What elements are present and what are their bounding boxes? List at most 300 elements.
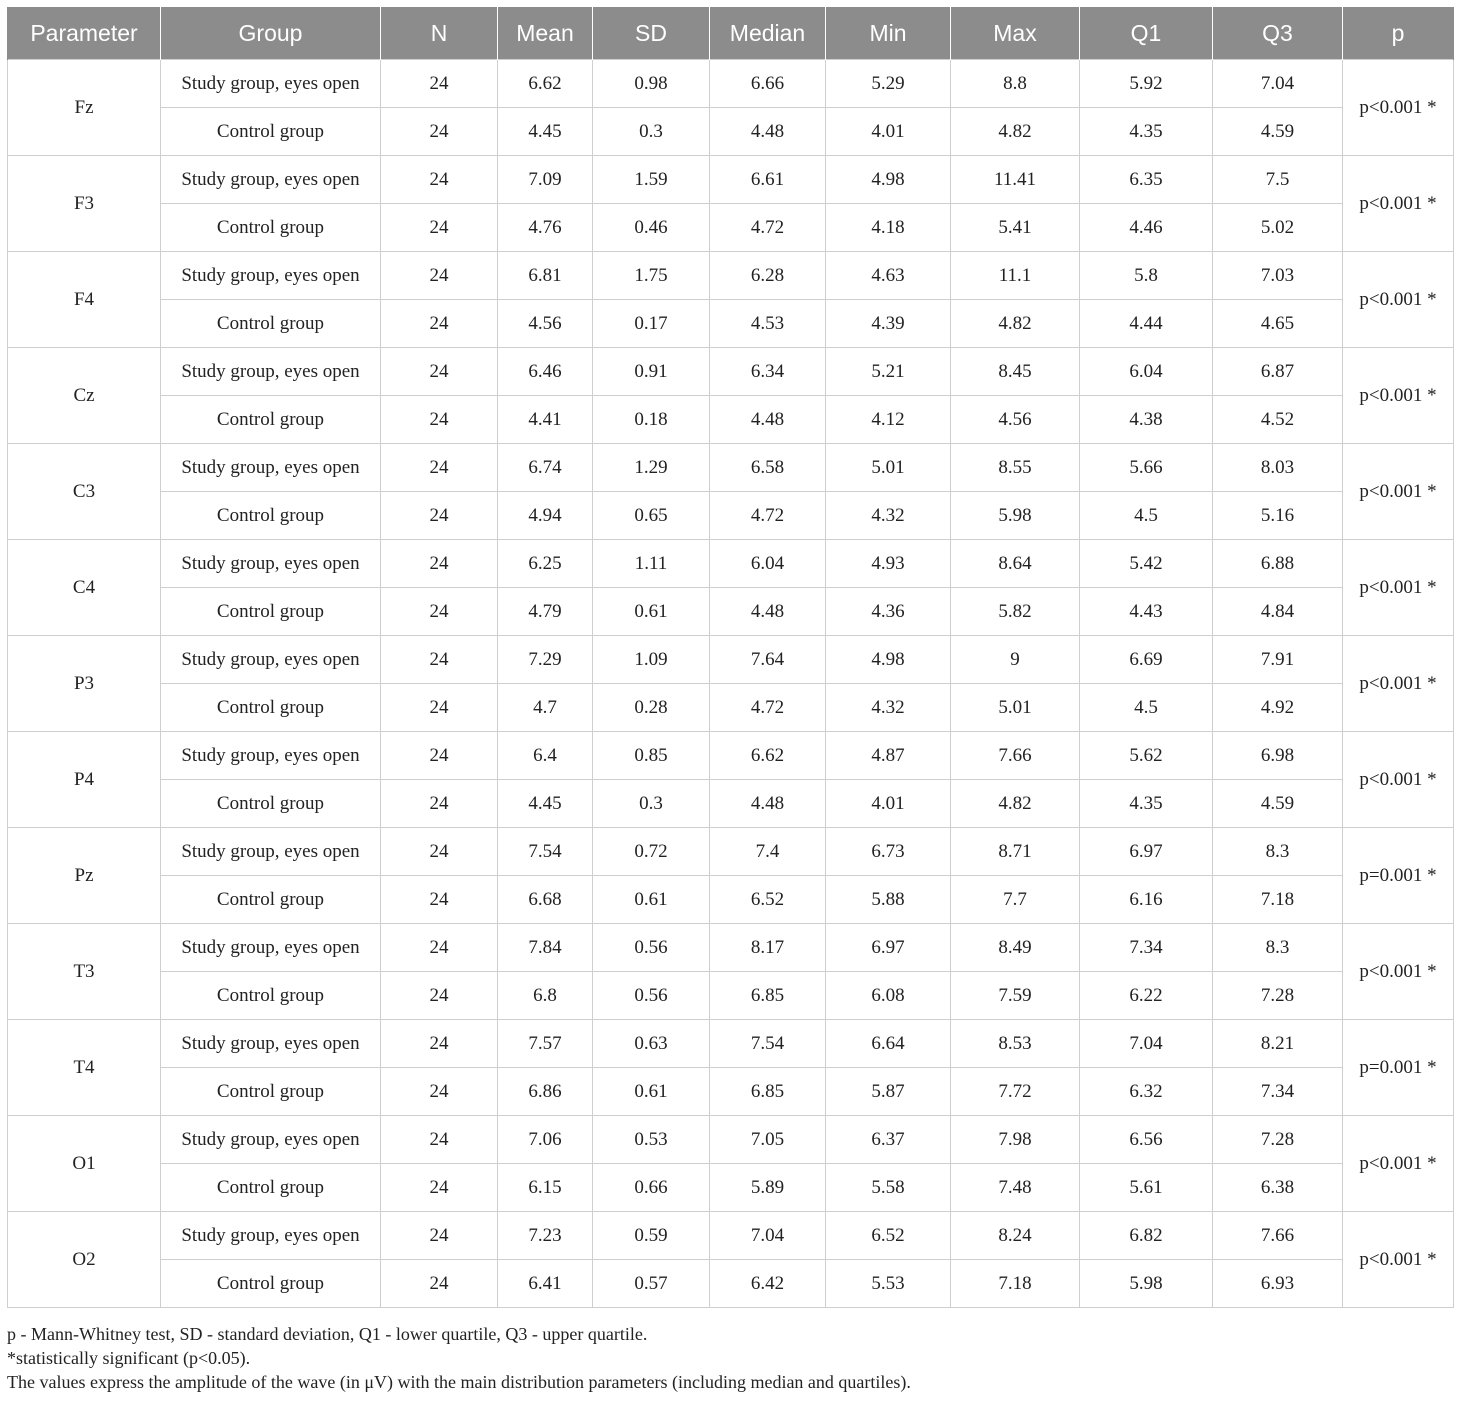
mean-cell: 7.09 (498, 156, 593, 204)
q3-cell: 6.87 (1213, 348, 1343, 396)
p-value-cell: p<0.001 * (1343, 444, 1454, 540)
table-row (8, 1260, 1454, 1308)
n-cell: 24 (381, 1116, 498, 1164)
q1-cell: 6.32 (1080, 1068, 1213, 1116)
parameter-cell: T3 (8, 924, 161, 1020)
q3-cell: 7.28 (1213, 972, 1343, 1020)
min-cell: 4.39 (826, 300, 951, 348)
n-cell: 24 (381, 1164, 498, 1212)
q3-cell: 4.92 (1213, 684, 1343, 732)
p-value-cell: p<0.001 * (1343, 1116, 1454, 1212)
parameter-cell: C4 (8, 540, 161, 636)
n-cell: 24 (381, 60, 498, 108)
n-cell: 24 (381, 828, 498, 876)
group-cell: Control group (161, 204, 381, 252)
mean-cell: 6.74 (498, 444, 593, 492)
q3-cell: 7.04 (1213, 60, 1343, 108)
mean-cell: 6.8 (498, 972, 593, 1020)
p-value-cell: p<0.001 * (1343, 1212, 1454, 1308)
min-cell: 6.52 (826, 1212, 951, 1260)
max-cell: 9 (951, 636, 1080, 684)
max-cell: 8.24 (951, 1212, 1080, 1260)
statistics-table (7, 7, 1454, 1308)
median-cell: 7.64 (710, 636, 826, 684)
group-cell: Study group, eyes open (161, 1116, 381, 1164)
max-cell: 11.41 (951, 156, 1080, 204)
group-cell: Study group, eyes open (161, 348, 381, 396)
sd-cell: 0.18 (593, 396, 710, 444)
n-cell: 24 (381, 1020, 498, 1068)
sd-cell: 0.61 (593, 588, 710, 636)
mean-cell: 4.45 (498, 108, 593, 156)
q3-cell: 4.84 (1213, 588, 1343, 636)
header-q3: Q3 (1213, 7, 1343, 60)
n-cell: 24 (381, 684, 498, 732)
max-cell: 8.45 (951, 348, 1080, 396)
header-p: p (1343, 7, 1454, 60)
p-value-cell: p<0.001 * (1343, 732, 1454, 828)
q1-cell: 4.46 (1080, 204, 1213, 252)
n-cell: 24 (381, 540, 498, 588)
n-cell: 24 (381, 972, 498, 1020)
p-value-cell: p<0.001 * (1343, 252, 1454, 348)
table-row (8, 1116, 1454, 1164)
table-row (8, 252, 1454, 300)
n-cell: 24 (381, 156, 498, 204)
min-cell: 4.98 (826, 156, 951, 204)
q1-cell: 5.8 (1080, 252, 1213, 300)
mean-cell: 7.23 (498, 1212, 593, 1260)
q1-cell: 5.92 (1080, 60, 1213, 108)
group-cell: Study group, eyes open (161, 1020, 381, 1068)
mean-cell: 6.81 (498, 252, 593, 300)
group-cell: Control group (161, 684, 381, 732)
sd-cell: 0.65 (593, 492, 710, 540)
group-cell: Study group, eyes open (161, 732, 381, 780)
sd-cell: 0.28 (593, 684, 710, 732)
min-cell: 6.73 (826, 828, 951, 876)
group-cell: Study group, eyes open (161, 156, 381, 204)
table-row (8, 876, 1454, 924)
table-row (8, 300, 1454, 348)
q3-cell: 5.16 (1213, 492, 1343, 540)
q3-cell: 6.88 (1213, 540, 1343, 588)
header-row (8, 7, 1454, 60)
q3-cell: 8.3 (1213, 924, 1343, 972)
min-cell: 4.36 (826, 588, 951, 636)
min-cell: 5.21 (826, 348, 951, 396)
min-cell: 6.08 (826, 972, 951, 1020)
parameter-cell: O1 (8, 1116, 161, 1212)
max-cell: 7.48 (951, 1164, 1080, 1212)
mean-cell: 6.86 (498, 1068, 593, 1116)
min-cell: 6.64 (826, 1020, 951, 1068)
max-cell: 7.18 (951, 1260, 1080, 1308)
q3-cell: 7.28 (1213, 1116, 1343, 1164)
mean-cell: 4.41 (498, 396, 593, 444)
max-cell: 4.82 (951, 108, 1080, 156)
max-cell: 7.98 (951, 1116, 1080, 1164)
q1-cell: 4.5 (1080, 684, 1213, 732)
sd-cell: 0.17 (593, 300, 710, 348)
footnote-significance: *statistically significant (p<0.05). (7, 1348, 251, 1368)
max-cell: 8.49 (951, 924, 1080, 972)
group-cell: Study group, eyes open (161, 60, 381, 108)
min-cell: 5.88 (826, 876, 951, 924)
median-cell: 6.58 (710, 444, 826, 492)
min-cell: 4.12 (826, 396, 951, 444)
q3-cell: 4.65 (1213, 300, 1343, 348)
header-q1: Q1 (1080, 7, 1213, 60)
table-row (8, 444, 1454, 492)
q3-cell: 7.66 (1213, 1212, 1343, 1260)
max-cell: 5.98 (951, 492, 1080, 540)
group-cell: Control group (161, 492, 381, 540)
mean-cell: 7.54 (498, 828, 593, 876)
median-cell: 6.28 (710, 252, 826, 300)
n-cell: 24 (381, 348, 498, 396)
sd-cell: 0.3 (593, 780, 710, 828)
n-cell: 24 (381, 300, 498, 348)
median-cell: 6.85 (710, 972, 826, 1020)
header-min: Min (826, 7, 951, 60)
group-cell: Control group (161, 876, 381, 924)
q1-cell: 5.61 (1080, 1164, 1213, 1212)
q1-cell: 7.34 (1080, 924, 1213, 972)
min-cell: 5.53 (826, 1260, 951, 1308)
table-container (7, 7, 1453, 1308)
min-cell: 4.87 (826, 732, 951, 780)
max-cell: 8.53 (951, 1020, 1080, 1068)
max-cell: 4.82 (951, 300, 1080, 348)
table-row (8, 684, 1454, 732)
q1-cell: 5.66 (1080, 444, 1213, 492)
mean-cell: 7.29 (498, 636, 593, 684)
group-cell: Study group, eyes open (161, 828, 381, 876)
min-cell: 6.97 (826, 924, 951, 972)
median-cell: 6.34 (710, 348, 826, 396)
q3-cell: 4.52 (1213, 396, 1343, 444)
p-value-cell: p<0.001 * (1343, 156, 1454, 252)
q1-cell: 4.5 (1080, 492, 1213, 540)
group-cell: Study group, eyes open (161, 924, 381, 972)
sd-cell: 0.72 (593, 828, 710, 876)
sd-cell: 0.98 (593, 60, 710, 108)
q1-cell: 7.04 (1080, 1020, 1213, 1068)
q1-cell: 6.82 (1080, 1212, 1213, 1260)
q1-cell: 6.56 (1080, 1116, 1213, 1164)
header-sd: SD (593, 7, 710, 60)
mean-cell: 6.46 (498, 348, 593, 396)
group-cell: Control group (161, 396, 381, 444)
group-cell: Control group (161, 1164, 381, 1212)
median-cell: 6.66 (710, 60, 826, 108)
max-cell: 7.66 (951, 732, 1080, 780)
max-cell: 4.56 (951, 396, 1080, 444)
min-cell: 4.01 (826, 780, 951, 828)
max-cell: 11.1 (951, 252, 1080, 300)
max-cell: 8.8 (951, 60, 1080, 108)
mean-cell: 4.76 (498, 204, 593, 252)
header-parameter: Parameter (8, 7, 161, 60)
table-row (8, 1068, 1454, 1116)
n-cell: 24 (381, 636, 498, 684)
mean-cell: 7.84 (498, 924, 593, 972)
table-row (8, 1164, 1454, 1212)
group-cell: Control group (161, 780, 381, 828)
group-cell: Study group, eyes open (161, 1212, 381, 1260)
table-row (8, 1212, 1454, 1260)
table-row (8, 924, 1454, 972)
q1-cell: 4.35 (1080, 780, 1213, 828)
p-value-cell: p<0.001 * (1343, 924, 1454, 1020)
median-cell: 6.52 (710, 876, 826, 924)
table-row (8, 636, 1454, 684)
q3-cell: 7.03 (1213, 252, 1343, 300)
median-cell: 6.85 (710, 1068, 826, 1116)
q1-cell: 6.22 (1080, 972, 1213, 1020)
q3-cell: 8.21 (1213, 1020, 1343, 1068)
median-cell: 7.04 (710, 1212, 826, 1260)
mean-cell: 4.7 (498, 684, 593, 732)
mean-cell: 6.25 (498, 540, 593, 588)
median-cell: 4.72 (710, 492, 826, 540)
sd-cell: 0.46 (593, 204, 710, 252)
min-cell: 5.58 (826, 1164, 951, 1212)
parameter-cell: F4 (8, 252, 161, 348)
q1-cell: 5.98 (1080, 1260, 1213, 1308)
max-cell: 8.64 (951, 540, 1080, 588)
q3-cell: 6.93 (1213, 1260, 1343, 1308)
sd-cell: 1.29 (593, 444, 710, 492)
parameter-cell: Pz (8, 828, 161, 924)
mean-cell: 4.79 (498, 588, 593, 636)
sd-cell: 0.56 (593, 972, 710, 1020)
median-cell: 4.53 (710, 300, 826, 348)
n-cell: 24 (381, 492, 498, 540)
min-cell: 6.37 (826, 1116, 951, 1164)
q1-cell: 5.42 (1080, 540, 1213, 588)
group-cell: Study group, eyes open (161, 444, 381, 492)
median-cell: 7.54 (710, 1020, 826, 1068)
median-cell: 4.72 (710, 684, 826, 732)
median-cell: 5.89 (710, 1164, 826, 1212)
table-row (8, 828, 1454, 876)
table-row (8, 156, 1454, 204)
p-value-cell: p<0.001 * (1343, 540, 1454, 636)
n-cell: 24 (381, 732, 498, 780)
n-cell: 24 (381, 204, 498, 252)
q1-cell: 5.62 (1080, 732, 1213, 780)
median-cell: 6.61 (710, 156, 826, 204)
max-cell: 7.7 (951, 876, 1080, 924)
table-row (8, 396, 1454, 444)
sd-cell: 0.61 (593, 1068, 710, 1116)
group-cell: Control group (161, 1068, 381, 1116)
median-cell: 6.04 (710, 540, 826, 588)
parameter-cell: T4 (8, 1020, 161, 1116)
header-max: Max (951, 7, 1080, 60)
parameter-cell: O2 (8, 1212, 161, 1308)
mean-cell: 7.57 (498, 1020, 593, 1068)
mean-cell: 6.62 (498, 60, 593, 108)
min-cell: 4.18 (826, 204, 951, 252)
footnote-units: The values express the amplitude of the wave (in μV) with the main distribution parameters (including median and quartiles). (7, 1372, 911, 1392)
group-cell: Control group (161, 588, 381, 636)
p-value-cell: p<0.001 * (1343, 636, 1454, 732)
sd-cell: 0.56 (593, 924, 710, 972)
median-cell: 4.72 (710, 204, 826, 252)
q1-cell: 6.16 (1080, 876, 1213, 924)
median-cell: 7.4 (710, 828, 826, 876)
table-row (8, 780, 1454, 828)
n-cell: 24 (381, 444, 498, 492)
q1-cell: 4.43 (1080, 588, 1213, 636)
table-row (8, 348, 1454, 396)
q1-cell: 6.35 (1080, 156, 1213, 204)
table-row (8, 732, 1454, 780)
table-row (8, 60, 1454, 108)
p-value-cell: p<0.001 * (1343, 60, 1454, 156)
q1-cell: 6.97 (1080, 828, 1213, 876)
q3-cell: 7.18 (1213, 876, 1343, 924)
table-row (8, 1020, 1454, 1068)
min-cell: 5.29 (826, 60, 951, 108)
n-cell: 24 (381, 252, 498, 300)
sd-cell: 1.09 (593, 636, 710, 684)
n-cell: 24 (381, 876, 498, 924)
n-cell: 24 (381, 1212, 498, 1260)
mean-cell: 6.41 (498, 1260, 593, 1308)
max-cell: 7.59 (951, 972, 1080, 1020)
min-cell: 5.01 (826, 444, 951, 492)
table-row (8, 972, 1454, 1020)
footnote-abbreviations: p - Mann-Whitney test, SD - standard deviation, Q1 - lower quartile, Q3 - upper quartile. (7, 1324, 648, 1344)
min-cell: 4.32 (826, 492, 951, 540)
parameter-cell: F3 (8, 156, 161, 252)
table-body (8, 60, 1454, 1308)
max-cell: 5.41 (951, 204, 1080, 252)
max-cell: 7.72 (951, 1068, 1080, 1116)
table-row (8, 588, 1454, 636)
q3-cell: 8.3 (1213, 828, 1343, 876)
sd-cell: 0.57 (593, 1260, 710, 1308)
max-cell: 8.71 (951, 828, 1080, 876)
q3-cell: 7.91 (1213, 636, 1343, 684)
mean-cell: 4.56 (498, 300, 593, 348)
footnotes (7, 1322, 1453, 1394)
min-cell: 4.32 (826, 684, 951, 732)
group-cell: Study group, eyes open (161, 636, 381, 684)
sd-cell: 1.59 (593, 156, 710, 204)
sd-cell: 1.75 (593, 252, 710, 300)
n-cell: 24 (381, 1260, 498, 1308)
header-n: N (381, 7, 498, 60)
sd-cell: 0.59 (593, 1212, 710, 1260)
q3-cell: 4.59 (1213, 108, 1343, 156)
q3-cell: 8.03 (1213, 444, 1343, 492)
max-cell: 4.82 (951, 780, 1080, 828)
table-row (8, 492, 1454, 540)
group-cell: Control group (161, 1260, 381, 1308)
group-cell: Study group, eyes open (161, 540, 381, 588)
group-cell: Control group (161, 300, 381, 348)
sd-cell: 1.11 (593, 540, 710, 588)
n-cell: 24 (381, 1068, 498, 1116)
max-cell: 5.82 (951, 588, 1080, 636)
p-value-cell: p=0.001 * (1343, 828, 1454, 924)
sd-cell: 0.63 (593, 1020, 710, 1068)
sd-cell: 0.85 (593, 732, 710, 780)
median-cell: 4.48 (710, 108, 826, 156)
mean-cell: 6.68 (498, 876, 593, 924)
max-cell: 8.55 (951, 444, 1080, 492)
n-cell: 24 (381, 396, 498, 444)
median-cell: 6.42 (710, 1260, 826, 1308)
sd-cell: 0.53 (593, 1116, 710, 1164)
median-cell: 7.05 (710, 1116, 826, 1164)
mean-cell: 4.94 (498, 492, 593, 540)
n-cell: 24 (381, 588, 498, 636)
q1-cell: 4.35 (1080, 108, 1213, 156)
mean-cell: 6.15 (498, 1164, 593, 1212)
n-cell: 24 (381, 924, 498, 972)
median-cell: 4.48 (710, 588, 826, 636)
max-cell: 5.01 (951, 684, 1080, 732)
table-row (8, 204, 1454, 252)
median-cell: 4.48 (710, 780, 826, 828)
group-cell: Study group, eyes open (161, 252, 381, 300)
mean-cell: 6.4 (498, 732, 593, 780)
q3-cell: 6.98 (1213, 732, 1343, 780)
min-cell: 4.63 (826, 252, 951, 300)
sd-cell: 0.61 (593, 876, 710, 924)
parameter-cell: C3 (8, 444, 161, 540)
q3-cell: 7.34 (1213, 1068, 1343, 1116)
group-cell: Control group (161, 972, 381, 1020)
sd-cell: 0.91 (593, 348, 710, 396)
q1-cell: 6.04 (1080, 348, 1213, 396)
parameter-cell: Fz (8, 60, 161, 156)
q3-cell: 6.38 (1213, 1164, 1343, 1212)
header-mean: Mean (498, 7, 593, 60)
parameter-cell: P3 (8, 636, 161, 732)
sd-cell: 0.3 (593, 108, 710, 156)
table-row (8, 540, 1454, 588)
n-cell: 24 (381, 108, 498, 156)
min-cell: 5.87 (826, 1068, 951, 1116)
q3-cell: 4.59 (1213, 780, 1343, 828)
parameter-cell: P4 (8, 732, 161, 828)
q3-cell: 7.5 (1213, 156, 1343, 204)
min-cell: 4.98 (826, 636, 951, 684)
min-cell: 4.01 (826, 108, 951, 156)
header-median: Median (710, 7, 826, 60)
median-cell: 6.62 (710, 732, 826, 780)
q1-cell: 6.69 (1080, 636, 1213, 684)
p-value-cell: p=0.001 * (1343, 1020, 1454, 1116)
parameter-cell: Cz (8, 348, 161, 444)
q1-cell: 4.44 (1080, 300, 1213, 348)
q1-cell: 4.38 (1080, 396, 1213, 444)
median-cell: 8.17 (710, 924, 826, 972)
q3-cell: 5.02 (1213, 204, 1343, 252)
group-cell: Control group (161, 108, 381, 156)
table-row (8, 108, 1454, 156)
median-cell: 4.48 (710, 396, 826, 444)
n-cell: 24 (381, 780, 498, 828)
sd-cell: 0.66 (593, 1164, 710, 1212)
